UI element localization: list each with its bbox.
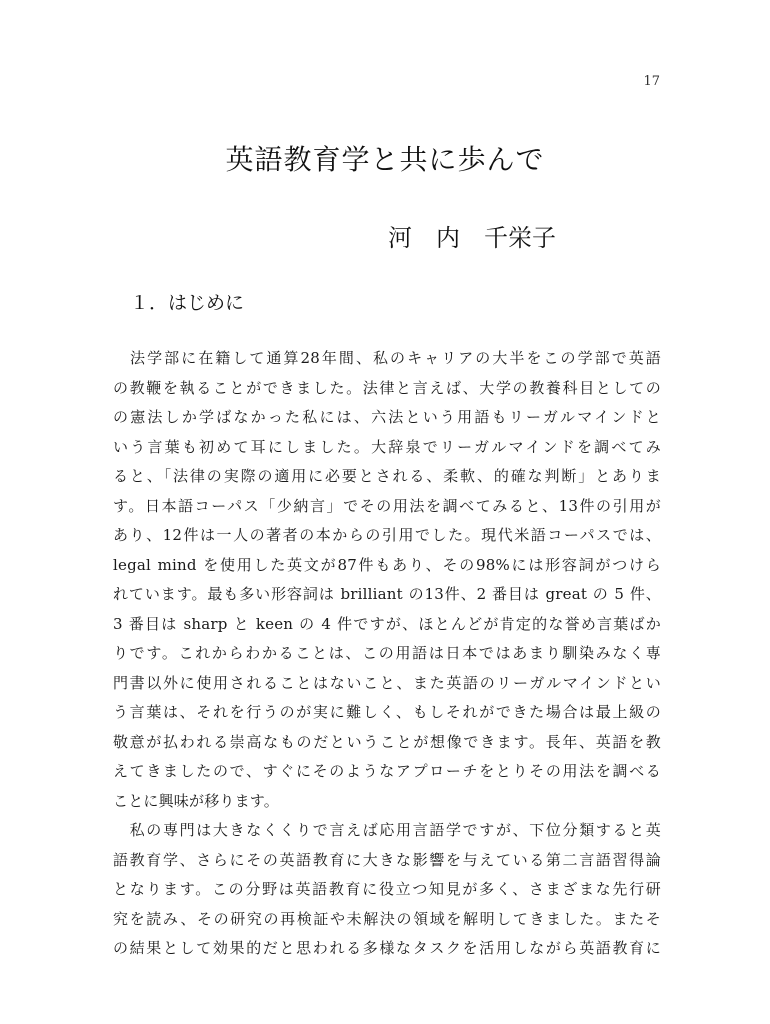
text-line: 門書以外に使用されることはないこと、また英語のリーガルマインドとい bbox=[113, 673, 661, 692]
text-line: ると、「法律の実際の適用に必要とされる、柔軟、的確な判断」とありま bbox=[113, 467, 661, 485]
text-line: の結果として効果的だと思われる多様なタスクを活用しながら英語教育に bbox=[113, 939, 661, 957]
text-line: legal mind を使用した英文が87件もあり、その98%には形容詞がつけら bbox=[113, 555, 661, 574]
text-line: う言葉は、それを行うのが実に難しく、もしそれができた場合は最上級の bbox=[113, 703, 661, 721]
text-line: いう言葉も初めて耳にしました。大辞泉でリーガルマインドを調べてみ bbox=[113, 437, 661, 456]
text-line: りです。これからわかることは、この用語は日本ではあまり馴染みなく専 bbox=[113, 644, 661, 662]
text-line: 私の専門は大きなくくりで言えば応用言語学ですが、下位分類すると英 bbox=[113, 821, 661, 839]
text-line: れています。最も多い形容詞は brilliant の13件、2 番目は great の 5 件、 bbox=[113, 585, 661, 603]
author-name: 河 内 千栄子 bbox=[388, 224, 556, 252]
text-line: あり、12件は一人の著者の本からの引用でした。現代米語コーパスでは、 bbox=[113, 526, 661, 544]
text-line: 語教育学、さらにその英語教育に大きな影響を与えている第二言語習得論 bbox=[113, 850, 661, 869]
text-line: 法学部に在籍して通算28年間、私のキャリアの大半をこの学部で英語 bbox=[113, 349, 661, 367]
text-line: ことに興味が移ります。 bbox=[113, 791, 280, 810]
section-heading: １．はじめに bbox=[130, 292, 245, 314]
text-line: 3 番目は sharp と keen の 4 件ですが、ほとんどが肯定的な誉め言葉ばか bbox=[113, 614, 661, 633]
text-line: 究を読み、その研究の再検証や未解決の領域を解明してきました。またそ bbox=[113, 909, 661, 928]
text-line: 敬意が払われる崇高なものだということが想像できます。長年、英語を教 bbox=[113, 732, 661, 751]
text-line: えてきましたので、すぐにそのようなアプローチをとりその用法を調べる bbox=[113, 762, 661, 780]
page-number: 17 bbox=[643, 74, 660, 89]
text-line: す。日本語コーパス「少納言」でその用法を調べてみると、13件の引用が bbox=[113, 496, 661, 515]
body-text bbox=[113, 344, 661, 964]
document-title: 英語教育学と共に歩んで bbox=[225, 143, 545, 176]
text-line: となります。この分野は英語教育に役立つ知見が多く、さまざまな先行研 bbox=[113, 880, 661, 898]
text-line: の教鞭を執ることができました。法律と言えば、大学の教養科目としての bbox=[113, 378, 661, 397]
text-line: の憲法しか学ばなかった私には、六法という用語もリーガルマインドと bbox=[113, 408, 661, 426]
